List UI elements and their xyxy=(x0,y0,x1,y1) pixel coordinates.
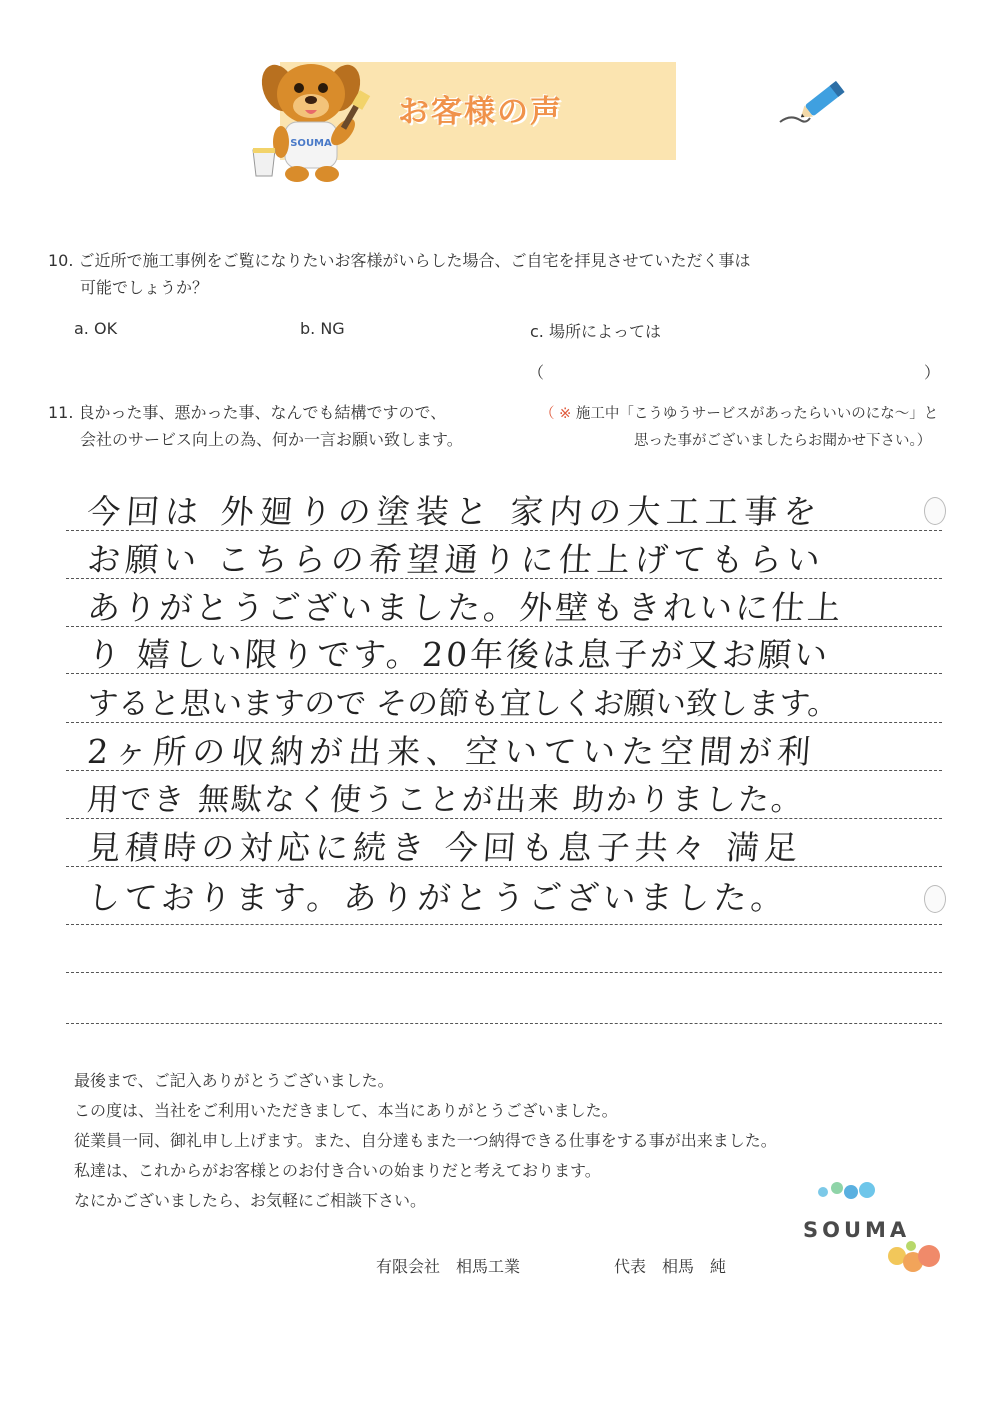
question-11-note-line1 xyxy=(540,402,938,423)
question-10-line2: 可能でしょうか？ xyxy=(80,278,209,297)
handwritten-line: 2ヶ所の収納が出来、空いていた空間が利 xyxy=(85,732,818,771)
answer-rule xyxy=(66,924,942,925)
handwritten-line: しております。ありがとうございました。 xyxy=(85,878,790,917)
option-a-ok: a. OK xyxy=(74,319,118,338)
answer-rule xyxy=(66,818,942,819)
pencil-icon xyxy=(776,68,856,132)
note-line1-text: 施工中「こうゆうサービスがあったらいいのにな～」と xyxy=(575,406,939,422)
question-11-note-line2: 思った事がございましたらお聞かせ下さい。） xyxy=(634,433,932,449)
binder-hole xyxy=(924,885,946,913)
company-name: 有限会社 相馬工業 xyxy=(376,1257,521,1276)
handwritten-line: 用でき 無駄なく使うことが出来 助かりました。 xyxy=(86,782,806,818)
question-10-line1: 10. ご近所で施工事例をご覧になりたいお客様がいらした場合、ご自宅を拝見させていただく事は xyxy=(48,251,751,270)
question-11-line2: 会社のサービス向上の為、何か一言お願い致します。 xyxy=(80,430,463,449)
handwritten-line: すると思いますので その節も宜しくお願い致します。 xyxy=(86,686,840,722)
closing-line: この度は、当社をご利用いただきまして、本当にありがとうございました。 xyxy=(74,1101,618,1120)
page-title: お客様の声 xyxy=(398,94,563,130)
closing-line: 従業員一同、御礼申し上げます。また、自分達もまた一つ納得できる仕事をする事が出来ました。 xyxy=(74,1131,777,1150)
closing-line: 最後まで、ご記入ありがとうございました。 xyxy=(74,1071,394,1090)
dog-mascot-icon xyxy=(243,58,383,188)
handwritten-line: 見積時の対応に続き 今回も息子共々 満足 xyxy=(85,828,804,867)
binder-hole xyxy=(924,497,946,525)
handwritten-line: お願い こちらの希望通りに仕上げてもらい xyxy=(85,540,827,579)
question-11-line1: 11. 良かった事、悪かった事、なんでも結構ですので、 xyxy=(48,403,447,422)
closing-line: なにかございましたら、お気軽にご相談下さい。 xyxy=(74,1191,427,1210)
answer-rule xyxy=(66,972,942,973)
handwritten-line: り 嬉しい限りです。20年後は息子が又お願い xyxy=(85,635,832,674)
handwritten-line: 今回は 外廻りの塗装と 家内の大工工事を xyxy=(85,492,824,531)
option-c-paren-open: （ xyxy=(528,363,545,382)
representative-name: 代表 相馬 純 xyxy=(614,1257,727,1276)
handwritten-line: ありがとうございました。外壁もきれいに仕上 xyxy=(85,588,845,627)
answer-rule xyxy=(66,722,942,723)
closing-line: 私達は、これからがお客様とのお付き合いの始まりだと考えております。 xyxy=(74,1161,601,1180)
option-b-ng: b. NG xyxy=(300,319,345,338)
option-c-paren-close: ） xyxy=(924,363,941,382)
note-mark: （ ※ xyxy=(540,406,572,422)
answer-rule xyxy=(66,1023,942,1024)
mascot-shirt-text: SOUMA xyxy=(290,138,332,149)
souma-logo-text: SOUMA xyxy=(803,1218,911,1242)
option-c-depends: c. 場所によっては xyxy=(530,322,661,341)
